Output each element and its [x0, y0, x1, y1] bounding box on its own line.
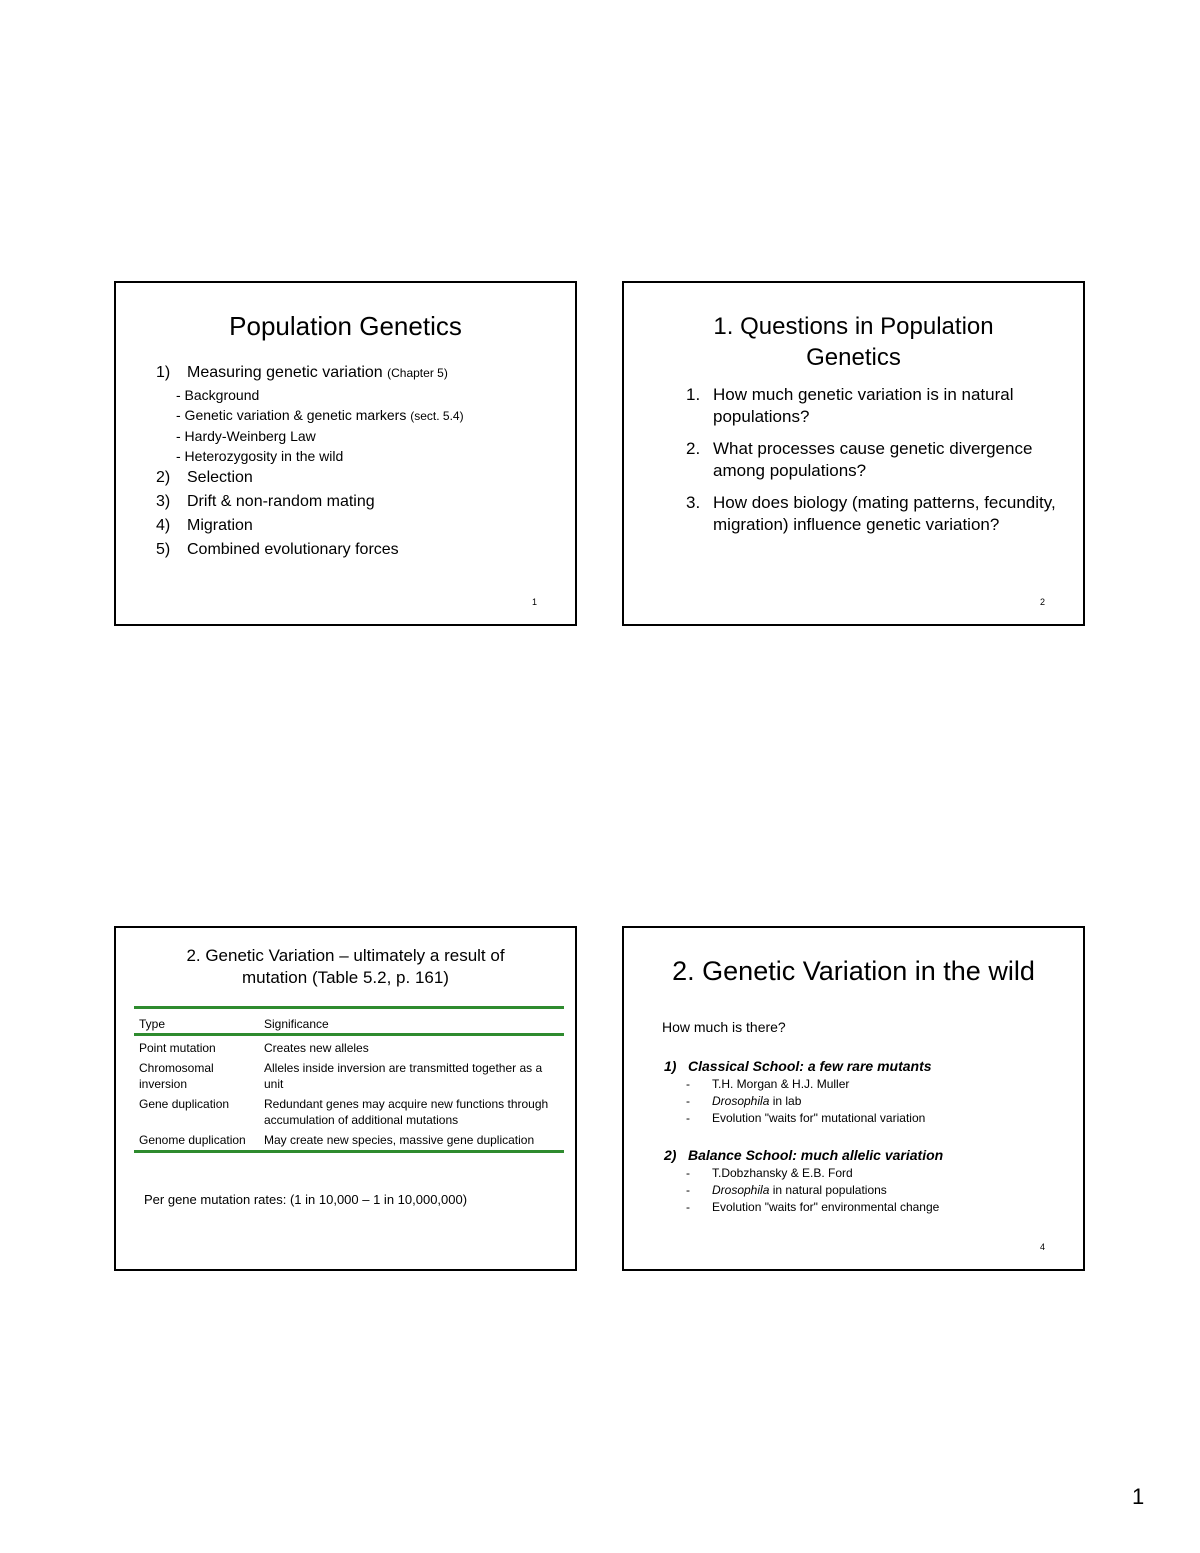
genus-name: Drosophila	[712, 1183, 770, 1197]
bullet-dash: -	[686, 1200, 690, 1214]
heading-number: 1)	[664, 1058, 677, 1074]
table-row	[134, 1060, 564, 1092]
column-header: Type	[139, 1017, 166, 1031]
list-item	[156, 361, 565, 385]
item-note: (Chapter 5)	[387, 366, 448, 380]
question-text: How much is there?	[662, 1019, 786, 1035]
sub-item: - Background	[176, 387, 260, 403]
item-text: Migration	[187, 517, 253, 534]
title-line: 2. Genetic Variation – ultimately a result of	[186, 946, 505, 965]
item-text: How does biology (mating patterns, fecundity, migration) influence genetic variation?	[713, 493, 1056, 534]
school-heading	[664, 1058, 932, 1074]
slide-title: Population Genetics	[229, 311, 462, 341]
table-cell: May create new species, massive gene duplication	[264, 1133, 535, 1147]
item-text: How much genetic variation is in natural populations?	[713, 385, 1014, 426]
column-header: Significance	[264, 1017, 329, 1031]
item-text: Selection	[187, 469, 253, 486]
table-cell: Alleles inside inversion are transmitted together as a unit	[264, 1061, 543, 1091]
sub-item-label: - Genetic variation & genetic markers	[176, 407, 407, 423]
item-number: 1)	[156, 364, 171, 381]
bullet-dash: -	[686, 1094, 690, 1108]
heading-text: Balance School: much allelic variation	[688, 1147, 944, 1163]
item-label: in natural populations	[772, 1183, 887, 1197]
slide-title	[136, 945, 555, 989]
heading-number: 2)	[664, 1147, 677, 1163]
list-item	[156, 490, 565, 514]
slide-title: 2. Genetic Variation in the wild	[672, 956, 1035, 986]
slide-number: 2	[1039, 597, 1045, 607]
slide-title	[644, 311, 1063, 373]
sub-item: - Heterozygosity in the wild	[176, 448, 344, 464]
slide-number: 1	[531, 597, 537, 607]
list-item	[686, 1199, 939, 1216]
item-label: Measuring genetic variation	[187, 364, 383, 381]
title-line: 1. Questions in Population	[713, 313, 994, 340]
slide-number: 4	[1039, 1242, 1045, 1252]
item-number: 4)	[156, 517, 171, 534]
list-item	[156, 514, 565, 538]
list-item	[686, 1093, 925, 1110]
item-text	[712, 1093, 801, 1110]
bullet-dash: -	[686, 1183, 690, 1197]
item-text: Combined evolutionary forces	[187, 541, 399, 558]
slide-1	[114, 281, 577, 626]
item-text: T.Dobzhansky & E.B. Ford	[712, 1166, 853, 1180]
item-text: Evolution "waits for" mutational variation	[712, 1111, 926, 1125]
table-header-row	[134, 1009, 564, 1033]
table-cell: Point mutation	[139, 1041, 216, 1055]
item-number: 1.	[686, 385, 701, 404]
list-item	[686, 1165, 939, 1182]
list-item	[686, 492, 1059, 536]
bullet-dash: -	[686, 1166, 690, 1180]
table-row	[134, 1132, 564, 1148]
table-cell: Genome duplication	[139, 1133, 246, 1147]
topic-list	[156, 361, 565, 562]
title-line: mutation (Table 5.2, p. 161)	[242, 968, 449, 987]
list-item	[156, 466, 565, 490]
school-heading	[664, 1147, 943, 1163]
genus-name: Drosophila	[712, 1094, 770, 1108]
sub-item-note: (sect. 5.4)	[410, 409, 464, 423]
mutation-rate-note: Per gene mutation rates: (1 in 10,000 – 1 in 10,000,000)	[144, 1192, 468, 1207]
list-item	[686, 1076, 925, 1093]
item-text: Evolution "waits for" environmental change	[712, 1200, 940, 1214]
table-row	[134, 1096, 564, 1128]
table-cell: Chromosomal inversion	[139, 1061, 214, 1091]
table-cell: Redundant genes may acquire new functions through accumulation of additional mutations	[264, 1097, 549, 1127]
sub-item	[156, 405, 565, 426]
item-number: 3)	[156, 493, 171, 510]
item-text: Drift & non-random mating	[187, 493, 375, 510]
item-label: in lab	[772, 1094, 802, 1108]
item-text: T.H. Morgan & H.J. Muller	[712, 1077, 850, 1091]
slide-4	[622, 926, 1085, 1271]
title-line: Genetics	[806, 344, 901, 371]
list-item	[686, 1110, 925, 1127]
question-list	[686, 384, 1059, 546]
item-number: 2)	[156, 469, 171, 486]
heading-text: Classical School: a few rare mutants	[688, 1058, 932, 1074]
page-number: 1	[1132, 1484, 1145, 1509]
bullet-dash: -	[686, 1111, 690, 1125]
table-rule	[134, 1150, 564, 1153]
table-rule	[134, 1033, 564, 1036]
item-text: What processes cause genetic divergence among populations?	[713, 439, 1033, 480]
bullet-list	[686, 1165, 939, 1216]
slide-3	[114, 926, 577, 1271]
slide-2	[622, 281, 1085, 626]
bullet-list	[686, 1076, 925, 1127]
list-item	[686, 1182, 939, 1199]
table-cell: Gene duplication	[139, 1097, 230, 1111]
sub-item: - Hardy-Weinberg Law	[176, 428, 316, 444]
list-item	[686, 438, 1059, 482]
item-text	[712, 1182, 887, 1199]
table-body	[134, 1040, 564, 1148]
mutation-table	[134, 1006, 564, 1153]
item-number: 2.	[686, 439, 701, 458]
table-row	[134, 1040, 564, 1056]
list-item	[686, 384, 1059, 428]
item-number: 5)	[156, 541, 171, 558]
list-item	[156, 538, 565, 562]
item-number: 3.	[686, 493, 701, 512]
table-cell: Creates new alleles	[264, 1041, 369, 1055]
bullet-dash: -	[686, 1077, 690, 1091]
item-text	[187, 361, 448, 385]
